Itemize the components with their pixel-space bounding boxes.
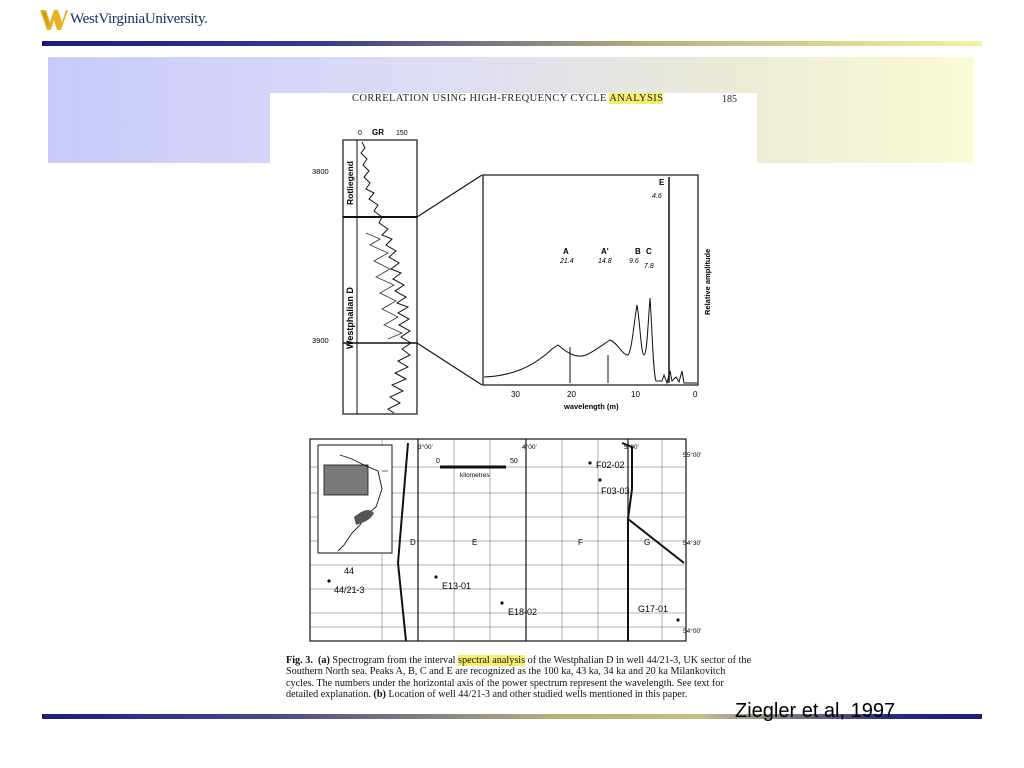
quadrant-g: G [644, 538, 651, 547]
caption-text-2: of the Westphalian D in well 44/21-3, UK sector of the Southern North sea. Peaks A, B, C and E are recognized as the 100 ka, 43 ka, 34 ka and 20 ka Milankovitch cycles. The numbers under the horizontal axis of the power spectrum represent the wavelength. See text for detailed explanation. [286, 655, 751, 701]
logo-wordmark: WestVirginiaUniversity. [70, 11, 208, 27]
well-marker-f03-03 [598, 478, 601, 481]
gamma-ray-curve-secondary [366, 233, 402, 339]
well-f02-02: F02-02 [596, 460, 625, 470]
well-marker-e13-01 [434, 575, 437, 578]
peak-b-letter: B [635, 247, 641, 256]
caption-part-b: (b) [373, 689, 386, 701]
caption-text-3: Location of well 44/21-3 and other studied wells mentioned in this paper. [385, 689, 688, 701]
lon-3-00: 3°00' [418, 444, 433, 451]
quadrant-e: E [472, 538, 478, 547]
wvu-logo [40, 6, 240, 36]
unit-rotliegend: Rotliegend [345, 161, 355, 205]
x-tick-20: 20 [567, 390, 576, 399]
well-marker-g17-01 [676, 618, 679, 621]
caption-part-a: (a) [317, 655, 330, 666]
quadrant-f: F [578, 538, 583, 547]
well-g17-01: G17-01 [638, 604, 669, 614]
peak-b-value: 9.6 [629, 258, 639, 265]
depth-3900: 3900 [312, 336, 329, 345]
well-44-21-3: 44/21-3 [334, 585, 365, 595]
peak-a-prime-letter: A' [601, 247, 609, 256]
well-marker-f02-02 [588, 461, 591, 464]
block-44-label: 44 [344, 566, 355, 576]
gamma-ray-log [312, 128, 482, 414]
well-marker-e18-02 [500, 601, 503, 604]
figure-caption [286, 655, 752, 701]
log-scale-min: 0 [358, 130, 362, 137]
lat-55-00: 55°00' [683, 452, 702, 459]
peak-a-value: 21.4 [560, 258, 574, 265]
x-axis-label: wavelength (m) [564, 402, 619, 411]
depth-3800: 3800 [312, 167, 329, 176]
peak-a-letter: A [563, 247, 569, 256]
figure-graphics [270, 93, 757, 653]
paper-figure [270, 93, 757, 715]
zoom-line-bottom [417, 343, 482, 385]
lat-54-30: 54°30' [683, 540, 702, 547]
power-spectrum [483, 175, 712, 411]
scale-end: 50 [510, 458, 518, 465]
top-divider [42, 41, 982, 46]
caption-fig-label: Fig. 3. [286, 655, 313, 666]
peak-e-letter: E [659, 178, 665, 187]
inset-study-area [324, 465, 368, 495]
citation: Ziegler et al, 1997 [735, 700, 896, 722]
page-number: 185 [722, 94, 737, 105]
peak-a-prime-value: 14.8 [598, 258, 612, 265]
well-marker-44-21-3 [327, 579, 330, 582]
peak-e-value: 4.6 [652, 193, 662, 200]
well-f03-03: F03-03 [601, 486, 630, 496]
x-tick-10: 10 [631, 390, 640, 399]
log-scale-max: 150 [396, 130, 408, 137]
lat-54-00: 54°00' [683, 628, 702, 635]
quadrant-d: D [410, 538, 416, 547]
location-map [310, 439, 701, 641]
zoom-line-top [417, 175, 482, 217]
log-scale-label: GR [372, 128, 384, 137]
caption-highlight: spectral analysis [458, 655, 526, 666]
running-head-text: CORRELATION USING HIGH-FREQUENCY CYCLE [352, 93, 610, 104]
x-tick-30: 30 [511, 390, 520, 399]
unit-westphalian-d: Westphalian D [345, 287, 355, 349]
well-e18-02: E18-02 [508, 607, 538, 617]
y-axis-label: Relative amplitude [703, 248, 712, 315]
boundary-line-east [622, 443, 684, 563]
inset-map [318, 445, 392, 553]
lon-5-00: 5°00' [624, 444, 639, 451]
wvu-flying-wv-icon [40, 8, 68, 32]
scale-unit: kilometres [460, 472, 490, 479]
peak-c-letter: C [646, 247, 652, 256]
lon-4-00: 4°00' [522, 444, 537, 451]
gamma-ray-curve [361, 142, 411, 413]
well-e13-01: E13-01 [442, 581, 472, 591]
boundary-line-west [398, 443, 408, 641]
scale-start: 0 [436, 458, 440, 465]
spectrum-frame [483, 175, 698, 385]
peak-c-value: 7.8 [644, 263, 654, 270]
running-head-highlight: ANALYSIS [609, 93, 664, 104]
x-tick-0: 0 [693, 390, 698, 399]
spectrum-curve [484, 298, 697, 383]
caption-text-1: Spectrogram from the interval [329, 655, 459, 666]
